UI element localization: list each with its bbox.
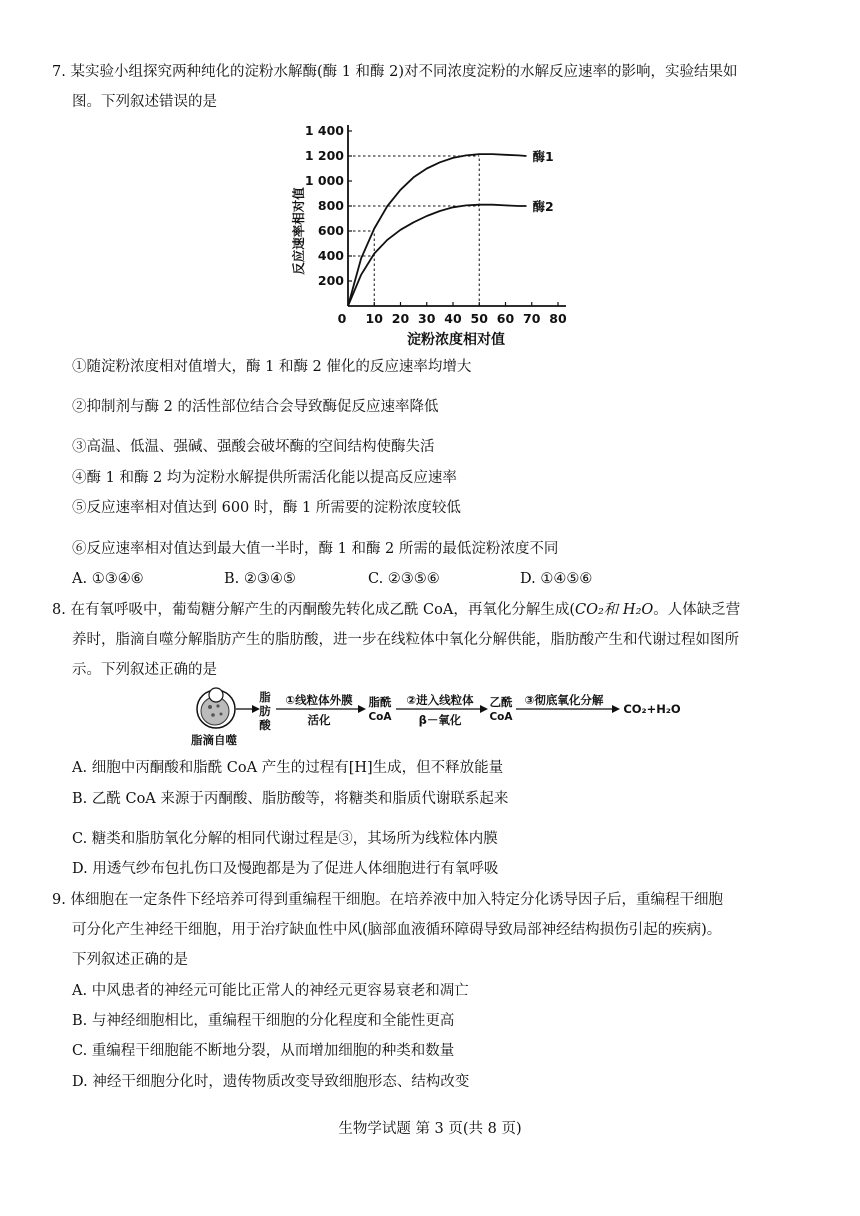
q7-option-d[interactable]: D. ①④⑤⑥ xyxy=(520,571,593,587)
chart-y-axis-label: 反应速率相对值 xyxy=(291,187,306,275)
step3-label: ③彻底氧化分解 xyxy=(524,693,604,707)
q8-option-a[interactable]: A. 细胞中丙酮酸和脂酰 CoA 产生的过程有[H]生成，但不释放能量 xyxy=(72,760,504,776)
y-tick-label: 1 200 xyxy=(304,148,344,163)
step1-sub-label: 活化 xyxy=(307,713,331,727)
series-label-1: 酶1 xyxy=(532,149,554,164)
q7-statement-4: ④酶 1 和酶 2 均为淀粉水解提供所需活化能以提高反应速率 xyxy=(72,470,457,486)
series-line-2 xyxy=(348,205,527,306)
y-tick-label: 800 xyxy=(317,198,344,213)
q8-option-b[interactable]: B. 乙酰 CoA 来源于丙酮酸、脂肪酸等，将糖类和脂质代谢联系起来 xyxy=(72,791,509,807)
x-tick-label: 80 xyxy=(549,311,567,326)
step1-label: ①线粒体外膜 xyxy=(285,693,353,707)
q9-stem-line2: 可分化产生神经干细胞，用于治疗缺血性中风(脑部血液循环障碍导致局部神经结构损伤引起的疾病)。 xyxy=(72,922,722,938)
q7-option-a[interactable]: A. ①③④⑥ xyxy=(72,571,144,587)
chart-ticks xyxy=(305,123,567,326)
q8-stem-line3: 示。下列叙述正确的是 xyxy=(72,662,217,678)
page-footer: 生物学试题 第 3 页(共 8 页) xyxy=(338,1121,522,1137)
q7-stem-line2: 图。下列叙述错误的是 xyxy=(72,94,217,110)
q8-option-d[interactable]: D. 用透气纱布包扎伤口及慢跑都是为了促进人体细胞进行有氧呼吸 xyxy=(72,861,499,877)
x-tick-label: 70 xyxy=(523,311,541,326)
y-tick-label: 200 xyxy=(317,273,344,288)
x-tick-label: 30 xyxy=(418,311,436,326)
x-tick-label: 50 xyxy=(470,311,488,326)
q7-statement-5: ⑤反应速率相对值达到 600 时，酶 1 所需要的淀粉浓度较低 xyxy=(72,500,461,516)
q7-option-b[interactable]: B. ②③④⑤ xyxy=(224,571,296,587)
q9-stem-line3: 下列叙述正确的是 xyxy=(72,952,188,968)
q8-stem-line1 xyxy=(52,600,740,620)
fatty-acid-char-1: 脂 xyxy=(259,690,271,704)
q9-option-b[interactable]: B. 与神经细胞相比，重编程干细胞的分化程度和全能性更高 xyxy=(72,1013,455,1029)
chart-series xyxy=(348,149,554,306)
lipophagy-label: 脂滴自噬 xyxy=(191,733,237,747)
x-tick-label: 60 xyxy=(496,311,515,326)
q8-option-c[interactable]: C. 糖类和脂肪氧化分解的相同代谢过程是③，其场所为线粒体内膜 xyxy=(72,831,498,847)
step2-sub-label: β－氧化 xyxy=(418,713,462,727)
lipid-droplet-icon xyxy=(197,688,235,728)
acyl-coa-label-2: CoA xyxy=(368,711,392,723)
series-line-1 xyxy=(348,154,527,306)
acetyl-coa-label-2: CoA xyxy=(489,711,513,723)
q7-statement-2: ②抑制剂与酶 2 的活性部位结合会导致酶促反应速率降低 xyxy=(72,399,439,415)
q9-option-c[interactable]: C. 重编程干细胞能不断地分裂，从而增加细胞的种类和数量 xyxy=(72,1043,455,1059)
q9-option-a[interactable]: A. 中风患者的神经元可能比正常人的神经元更容易衰老和凋亡 xyxy=(72,983,469,999)
series-label-2: 酶2 xyxy=(532,199,554,214)
q8-stem-line1-a: 8. 在有氧呼吸中，葡萄糖分解产生的丙酮酸先转化成乙酰 CoA，再氧化分解生成( xyxy=(52,602,576,618)
q7-statement-1: ①随淀粉浓度相对值增大，酶 1 和酶 2 催化的反应速率均增大 xyxy=(72,359,472,375)
x-tick-label: 40 xyxy=(444,311,462,326)
fatty-acid-metabolism-diagram xyxy=(190,684,690,748)
q7-statement-3: ③高温、低温、强碱、强酸会破坏酶的空间结构使酶失活 xyxy=(72,439,435,455)
enzyme-rate-chart xyxy=(286,116,586,352)
q7-statement-6: ⑥反应速率相对值达到最大值一半时，酶 1 和酶 2 所需的最低淀粉浓度不同 xyxy=(72,541,559,557)
fatty-acid-char-3: 酸 xyxy=(259,718,271,732)
y-tick-label: 1 000 xyxy=(304,173,344,188)
q7-stem-line1: 7. 某实验小组探究两种纯化的淀粉水解酶(酶 1 和酶 2)对不同浓度淀粉的水解反应速率的影响，实验结果如 xyxy=(52,64,738,80)
step2-label: ②进入线粒体 xyxy=(406,693,474,707)
x-tick-label: 0 xyxy=(337,311,347,326)
q8-stem-formula: CO₂和 H₂O xyxy=(575,602,654,618)
q9-option-d[interactable]: D. 神经干细胞分化时，遗传物质改变导致细胞形态、结构改变 xyxy=(72,1074,470,1090)
q8-stem-line1-c: 。人体缺乏营 xyxy=(653,602,741,618)
chart-x-axis-label: 淀粉浓度相对值 xyxy=(407,332,505,348)
q7-option-c[interactable]: C. ②③⑤⑥ xyxy=(368,571,440,587)
acyl-coa-label-1: 脂酰 xyxy=(368,695,392,709)
y-tick-label: 400 xyxy=(317,248,344,263)
product-label: CO₂+H₂O xyxy=(623,702,681,716)
fatty-acid-char-2: 肪 xyxy=(259,704,271,718)
x-tick-label: 20 xyxy=(391,311,410,326)
acetyl-coa-label-1: 乙酰 xyxy=(489,695,513,709)
y-tick-label: 1 400 xyxy=(304,123,344,138)
q9-stem-line1: 9. 体细胞在一定条件下经培养可得到重编程干细胞。在培养液中加入特定分化诱导因子后，重编程干细胞 xyxy=(52,892,723,908)
q8-stem-line2: 养时，脂滴自噬分解脂肪产生的脂肪酸，进一步在线粒体中氧化分解供能，脂肪酸产生和代谢过程如图所 xyxy=(72,632,739,648)
y-tick-label: 600 xyxy=(317,223,344,238)
x-tick-label: 10 xyxy=(365,311,383,326)
